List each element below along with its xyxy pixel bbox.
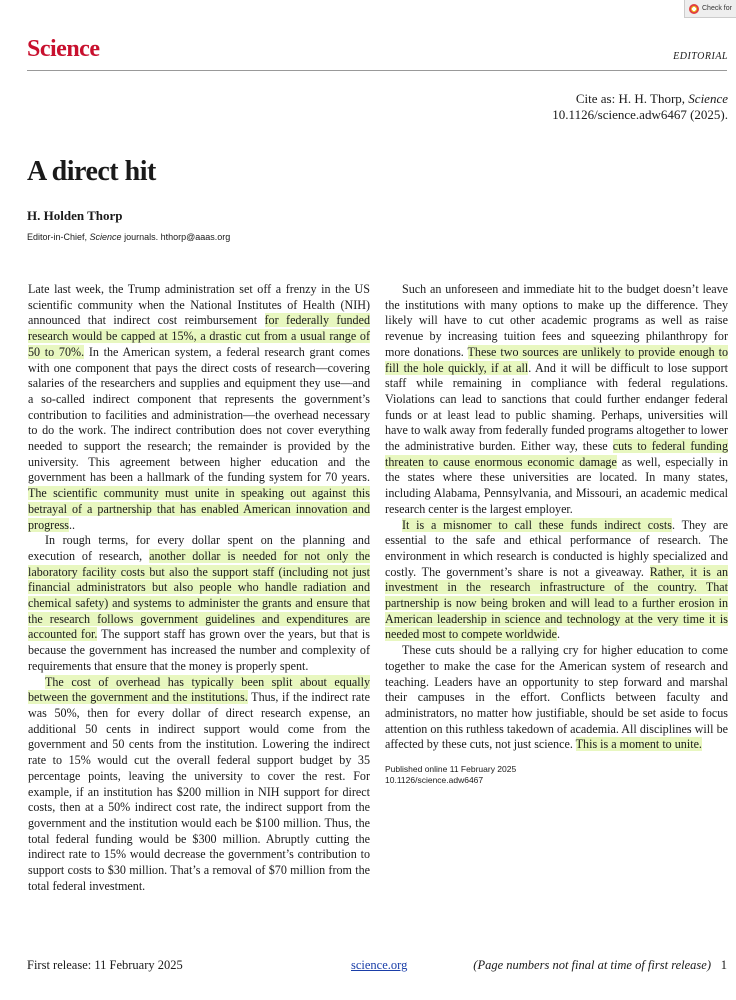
- paragraph: [28, 282, 370, 533]
- highlight: Rather, it is an investment in the research infrastructure of the country. That partnership is now being broken and will lead to a further erosion in American leadership in science and technology at the very time it is needed most to compete worldwide: [385, 564, 728, 642]
- citation-doi: 10.1126/science.adw6467 (2025).: [552, 107, 728, 122]
- left-column: [28, 282, 370, 894]
- page-footer: [27, 958, 727, 974]
- author-affiliation: [27, 232, 230, 242]
- first-release-date: First release: 11 February 2025: [27, 958, 183, 972]
- article-title: A direct hit: [27, 156, 156, 187]
- body-text: . And it will be difficult to lose support staff while remaining in compliance with federal regulations. Violations can lead to sanctions that could further endanger federal funds or at least lead to public shaming. Perhaps, universities will have to walk away from federally funded programs altogether to lower the administrative burden. Either way, these: [385, 360, 728, 454]
- crossmark-icon: [689, 4, 699, 14]
- page-note: (Page numbers not final at time of first release): [473, 958, 711, 972]
- publication-info: [385, 764, 728, 786]
- highlight: The cost of overhead has typically been split about equally between the government and the institutions.: [28, 674, 370, 705]
- section-label: EDITORIAL: [673, 51, 728, 62]
- highlight: another dollar is needed for not only the laboratory facility costs but also the support staff (including not just financial administrators but also people who handle radiation and chemical safety) and systems to administer the grants and ensure that the research follows government guidelines and expenditures are accounted for.: [28, 548, 370, 642]
- check-for-updates-badge[interactable]: [684, 0, 736, 18]
- body-text: Such an unforeseen and immediate hit to the budget doesn’t leave the institutions with many options to make up the difference. They likely will have to cut other academic programs as well as raise revenue by increasing tuition fees and squeezing philanthropy for more donations.: [385, 282, 728, 359]
- highlight: cuts to federal funding threaten to cause enormous economic damage: [385, 439, 728, 469]
- paragraph: [385, 643, 728, 753]
- highlight: These two sources are unlikely to provide enough to fill the hole quickly, if at all: [385, 344, 729, 375]
- body-text: as well, especially in the states where these universities are located. In many states, including Alabama, Pennsylvania, and Missouri, an academic medical research center is the largest employer.: [385, 454, 728, 516]
- citation: [552, 91, 728, 123]
- paragraph: [28, 675, 370, 895]
- journal-logo: Science: [27, 36, 100, 62]
- check-for-label: Check for: [702, 5, 732, 12]
- body-text: Thus, if the indirect rate was 50%, then for every dollar of direct research expense, an additional 50 cents in indirect support would come from the government and 50 cents from the institution. Lowering the indirect rate to 15% would cut the overall federal support budget by 35 percentage points, leaving the university to cover the rest. For example, if an institution has $200 million in NIH support for direct costs, then at a 50% indirect cost rate, the indirect support from the government and the institution would each be $100 million. Thus, the total federal funding would be $300 million. Abruptly cutting the indirect rate to 15% would decrease the government’s contribution to support costs to $30 million. That’s a removal of $70 million from the total federal investment.: [28, 690, 370, 893]
- published-doi: 10.1126/science.adw6467: [385, 775, 484, 786]
- paragraph: [385, 282, 728, 518]
- body-text: Late last week, the Trump administration set off a frenzy in the US scientific community when the National Institutes of Health (NIH) announced that indirect cost reimbursement: [28, 282, 370, 328]
- site-link[interactable]: science.org: [351, 958, 408, 972]
- highlight: for federally funded research would be capped at 15%, a drastic cut from a usual range of 50 to 70%.: [28, 313, 371, 359]
- body-text: These cuts should be a rallying cry for higher education to come together to make the case for the American system of research and teaching. Leaders have an opportunity to step forward and marshal their campuses in the effort. Conflicts between faculty and administrators, no matter how justifiable, should be set aside to focus attention on this ruthless takedown of academia. All disciplines will be affected by these cuts, not just science.: [385, 643, 728, 752]
- body-text: In the American system, a federal research grant comes with one component that pays the direct costs of research—covering salaries of the researchers and supplies and equipment they use—and a so-called indirect component that represents the government’s contribution to facilities and administration—the overhead necessary to do the work. The indirect contribution does not cover everything needed to support the research; the remainder is provided by the university. This agreement between higher education and the government has been a hallmark of the funding system for 70 years.: [28, 344, 370, 485]
- body-text: . They are essential to the safe and ethical performance of research. The environment in which research is conducted is highly specialized and costly. The government’s share is not a giveaway.: [385, 517, 728, 579]
- right-column: [385, 282, 728, 786]
- highlight: This is a moment to unite.: [575, 737, 702, 752]
- author-name: H. Holden Thorp: [27, 208, 123, 223]
- citation-prefix: Cite as: H. H. Thorp,: [575, 91, 689, 106]
- affil-journal: Science: [89, 232, 122, 242]
- paragraph: [28, 533, 370, 674]
- body-text: In rough terms, for every dollar spent on the planning and execution of research,: [28, 533, 370, 563]
- affil-rest: journals. hthorp@aaas.org: [121, 232, 231, 242]
- body-text: ..: [68, 517, 76, 532]
- citation-journal: Science: [688, 91, 728, 106]
- body-text: .: [556, 627, 560, 642]
- published-date: Published online 11 February 2025: [385, 764, 517, 775]
- page-number: 1: [720, 958, 727, 972]
- body-text: The support staff has grown over the years, but that is because the government has increased the number and complexity of requirements that ensure that the money is properly spent.: [28, 627, 371, 673]
- header-rule: [27, 70, 727, 71]
- paragraph: [385, 518, 728, 644]
- highlight: The scientific community must unite in speaking out against this betrayal of a partnership that has enabled American innovation and progress: [28, 486, 370, 532]
- affil-role: Editor-in-Chief,: [27, 232, 90, 242]
- highlight: It is a misnomer to call these funds indirect costs: [402, 517, 672, 532]
